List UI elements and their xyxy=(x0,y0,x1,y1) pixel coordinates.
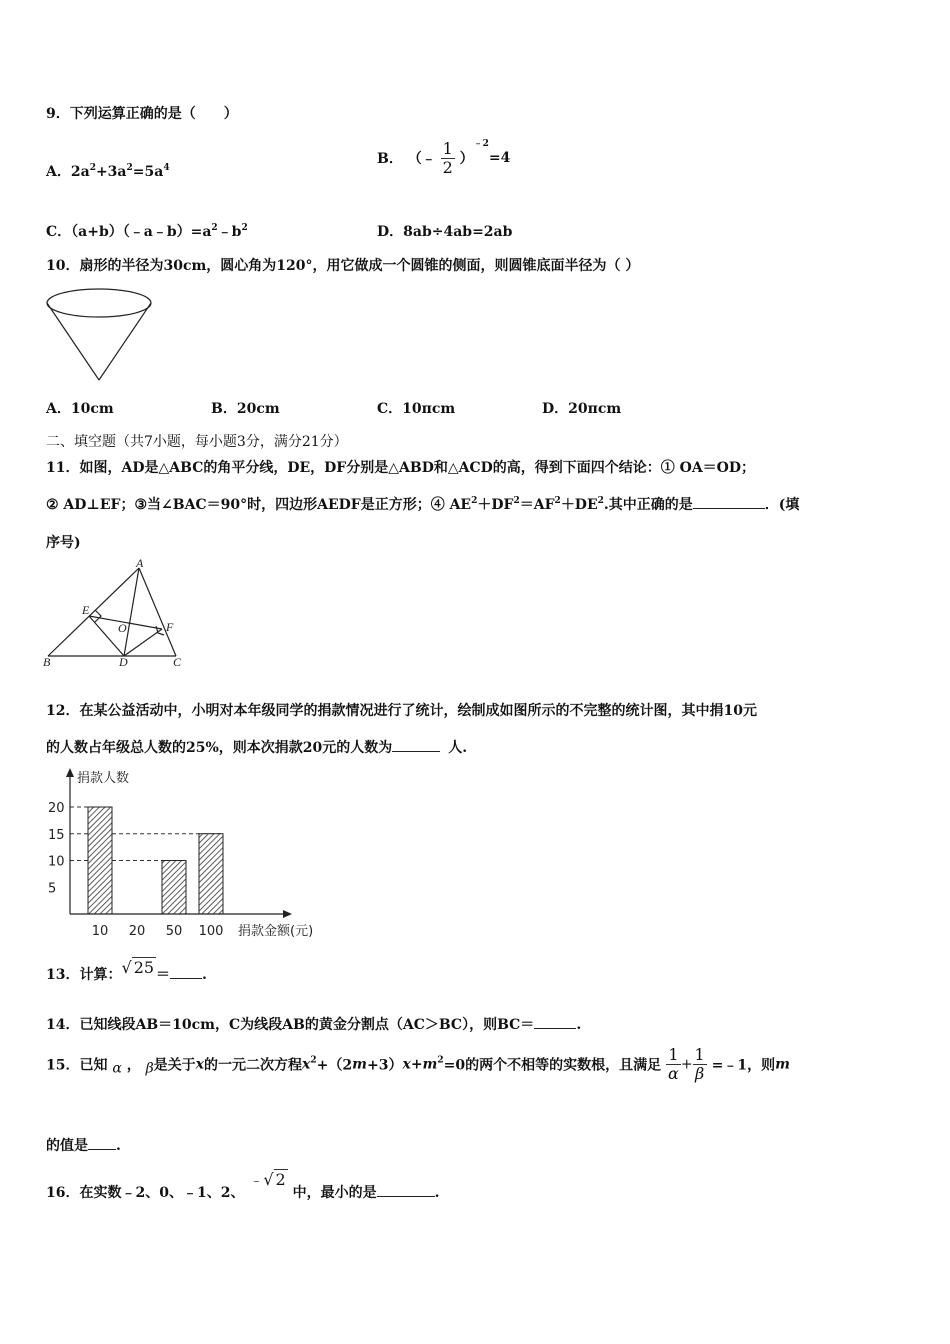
bar-100 xyxy=(199,834,223,914)
q10-option-c: C．10πcm xyxy=(377,401,456,417)
answer-blank xyxy=(693,494,765,509)
q9-option-c: C．$(a+b)(﹣a﹣b)=a^2﹣b^2$ xyxy=(46,223,248,240)
sqrt-2: √ 2 xyxy=(263,1170,286,1189)
q10-stem: 10．扇形的半径为30cm，圆心角为120°，用它做成一个圆锥的侧面，则圆锥底面半径为（ ） xyxy=(46,258,640,274)
x-tick-label: 20 xyxy=(128,924,146,939)
q11-line2: ② AD⊥EF；③当∠BAC＝90°时，四边形AEDF是正方形；④ $AE^2+DF^2=AF^2+DE^2$.其中正确的是 ．(填 xyxy=(46,496,800,513)
cone-figure xyxy=(44,286,156,384)
q9-stem: 9．下列运算正确的是（ ） xyxy=(46,106,238,122)
x-axis-arrow xyxy=(283,910,292,918)
label-f: F xyxy=(166,620,174,634)
fraction-half: $\frac{1}{2}$ xyxy=(442,138,453,177)
q12-line2: 的人数占年级总人数的25%，则本次捐款20元的人数为 人. xyxy=(46,737,467,757)
label-a: A xyxy=(136,558,144,570)
q11-line3: 序号) xyxy=(46,535,81,551)
sqrt-25: √ 25 xyxy=(121,958,155,977)
y-tick-label: 5 xyxy=(48,881,57,897)
label-e: E xyxy=(82,603,90,617)
x-axis-label: 捐款金额(元) xyxy=(238,924,314,939)
section-heading: 二、填空题（共7小题，每小题3分，满分21分） xyxy=(46,434,348,450)
right-angle-e xyxy=(95,610,101,622)
label-b: B xyxy=(43,655,51,668)
q11-line1: 11．如图，AD是△ABC的角平分线，DE，DF分别是△ABD和△ACD的高，得到下面四个结论：① OA＝OD； xyxy=(46,460,756,476)
label-d: D xyxy=(119,655,128,668)
answer-blank xyxy=(377,1182,435,1197)
bar-chart xyxy=(40,764,360,944)
q9-option-d: D．8ab÷4ab=2ab xyxy=(377,224,513,240)
segment-ad xyxy=(124,568,139,656)
answer-blank xyxy=(392,737,440,752)
bar-10 xyxy=(88,807,112,914)
q13: 13．计算：√ 25 ＝ . xyxy=(46,958,207,983)
answer-blank xyxy=(534,1014,576,1029)
q15-line1: 15．已知 α ， β是关于x的一元二次方程$x^2+(2m+3)x+m^2=0$的两个不相等的实数根，且满足 $\frac{1}{\alpha}$ + $\frac{1}{\beta}$ =﹣1，则m xyxy=(46,1045,790,1083)
q9-option-b: B． （﹣ $\frac{1}{2}$ ）$^{﹣2}$=4 xyxy=(377,138,511,177)
x-tick-label: 10 xyxy=(91,924,109,939)
answer-blank xyxy=(170,964,202,979)
edge-ab xyxy=(48,568,139,656)
cone-base-ellipse xyxy=(47,289,151,317)
x-tick-label: 100 xyxy=(198,924,224,939)
edge-ac xyxy=(139,568,176,656)
q9-option-a: A．$2a^2+3a^2=5a^4$ xyxy=(46,163,170,180)
y-tick-label: 20 xyxy=(48,801,65,816)
y-axis-label: 捐款人数 xyxy=(77,771,130,786)
triangle-figure xyxy=(40,558,200,668)
segment-df xyxy=(124,629,162,656)
bar-50 xyxy=(162,861,186,915)
cone-right-edge xyxy=(99,303,151,380)
label-o: O xyxy=(118,621,127,635)
q10-option-b: B．20cm xyxy=(211,401,280,417)
fraction-one-over-alpha: $\frac{1}{\alpha}$ xyxy=(668,1045,679,1083)
fraction-one-over-beta: $\frac{1}{\beta}$ xyxy=(694,1045,705,1083)
q10-option-d: D．20πcm xyxy=(542,401,622,417)
cone-left-edge xyxy=(47,303,99,380)
y-tick-label: 15 xyxy=(48,827,65,843)
q12-line1: 12．在某公益活动中，小明对本年级同学的捐款情况进行了统计，绘制成如图所示的不完整的统计图，其中捐10元 xyxy=(46,703,757,719)
q15-line2: 的值是 . xyxy=(46,1135,121,1155)
y-axis-arrow xyxy=(66,768,74,777)
q16: 16．在实数﹣2、0、﹣1、2、 ﹣√ 2 中，最小的是 . xyxy=(46,1170,440,1201)
label-c: C xyxy=(173,655,182,668)
answer-blank xyxy=(88,1135,116,1150)
y-tick-label: 10 xyxy=(48,854,65,870)
x-tick-label: 50 xyxy=(165,924,183,939)
q10-option-a: A．10cm xyxy=(46,401,114,417)
q14: 14．已知线段AB＝10cm，C为线段AB的黄金分割点（AC＞BC），则BC＝ . xyxy=(46,1014,581,1034)
